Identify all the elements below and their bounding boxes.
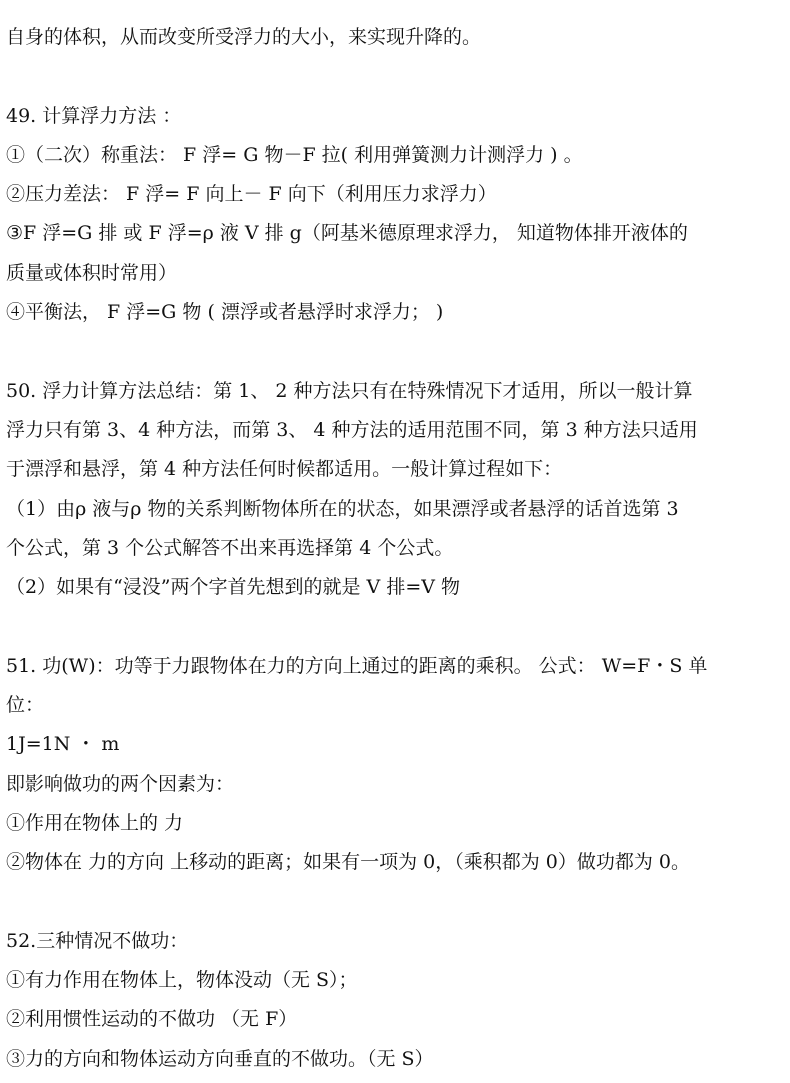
text-line: 质量或体积时常用） xyxy=(6,261,178,284)
section-heading-52: 52.三种情况不做功： xyxy=(6,929,189,952)
text-line: ④平衡法， F 浮=G 物 ( 漂浮或者悬浮时求浮力； ) xyxy=(6,301,444,324)
blank-line xyxy=(6,607,786,646)
text-line: 个公式，第 3 个公式解答不出来再选择第 4 个公式。 xyxy=(6,536,454,559)
text-line: ①（二次）称重法： F 浮= G 物－F 拉( 利用弹簧测力计测浮力 ) 。 xyxy=(6,143,583,166)
text-line: 即影响做功的两个因素为： xyxy=(6,772,235,795)
blank-line xyxy=(6,883,786,922)
text-line: 1J=1N ・ m xyxy=(6,733,120,756)
section-heading-50: 50. 浮力计算方法总结：第 1、 2 种方法只有在特殊情况下才适用，所以一般计算 xyxy=(6,379,693,402)
text-line: ①作用在物体上的 力 xyxy=(6,811,184,834)
section-heading-49: 49. 计算浮力方法 ： xyxy=(6,104,182,127)
blank-line xyxy=(6,332,786,371)
text-line: 浮力只有第 3、4 种方法，而第 3、 4 种方法的适用范围不同，第 3 种方法只适用 xyxy=(6,418,698,441)
text-line: ②压力差法： F 浮= F 向上－ F 向下（利用压力求浮力） xyxy=(6,183,497,206)
text-line: 自身的体积，从而改变所受浮力的大小，来实现升降的。 xyxy=(6,26,482,48)
text-line: 于漂浮和悬浮，第 4 种方法任何时候都适用。一般计算过程如下： xyxy=(6,458,563,481)
section-heading-51: 51. 功(W)：功等于力跟物体在力的方向上通过的距离的乘积。 公式： W=F・S 单 xyxy=(6,654,708,677)
text-line: （1）由ρ 液与ρ 物的关系判断物体所在的状态，如果漂浮或者悬浮的话首选第 3 xyxy=(6,497,679,520)
text-line: ②利用惯性运动的不做功 （无 F） xyxy=(6,1008,298,1031)
text-line: ②物体在 力的方向 上移动的距离；如果有一项为 0，（乘积都为 0）做功都为 0。 xyxy=(6,851,690,874)
text-line: ③力的方向和物体运动方向垂直的不做功。（无 S） xyxy=(6,1047,434,1070)
text-line: 位： xyxy=(6,694,45,717)
text-line: ①有力作用在物体上，物体没动（无 S）； xyxy=(6,969,358,992)
document-page xyxy=(6,18,786,1079)
text-line: ③F 浮=G 排 或 F 浮=ρ 液 V 排 g（阿基米德原理求浮力， 知道物体排开液体的 xyxy=(6,222,688,245)
text-line: （2）如果有“浸没”两个字首先想到的就是 V 排=V 物 xyxy=(6,576,460,599)
blank-line xyxy=(6,57,786,96)
